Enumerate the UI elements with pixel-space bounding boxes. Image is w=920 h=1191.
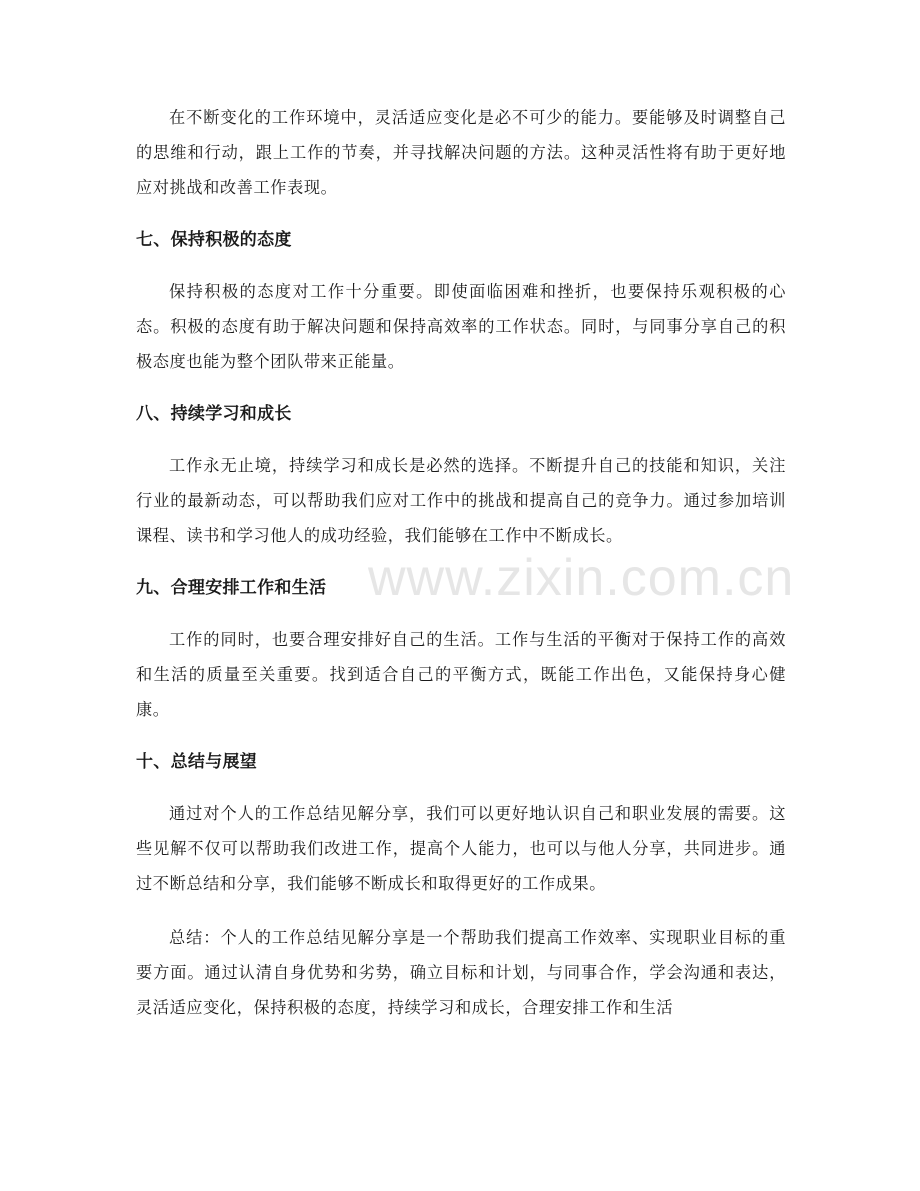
intro-paragraph: 在不断变化的工作环境中，灵活适应变化是必不可少的能力。要能够及时调整自己的思维和行动，跟上工作的节奏，并寻找解决问题的方法。这种灵活性将有助于更好地应对挑战和改善工作表现。: [136, 108, 786, 197]
document-body: [136, 100, 786, 1025]
section-heading-7: 七、保持积极的态度: [136, 230, 292, 250]
section-paragraph-10: 通过对个人的工作总结见解分享，我们可以更好地认识自己和职业发展的需要。这些见解不仅可以帮助我们改进工作，提高个人能力，也可以与他人分享，共同进步。通过不断总结和分享，我们能够不断成长和取得更好的工作成果。: [136, 804, 786, 893]
section-paragraph-8: 工作永无止境，持续学习和成长是必然的选择。不断提升自己的技能和知识，关注行业的最新动态，可以帮助我们应对工作中的挑战和提高自己的竞争力。通过参加培训课程、读书和学习他人的成功经验，我们能够在工作中不断成长。: [136, 456, 786, 545]
section-heading-8: 八、持续学习和成长: [136, 404, 292, 424]
section-paragraph-9: 工作的同时，也要合理安排好自己的生活。工作与生活的平衡对于保持工作的高效和生活的质量至关重要。找到适合自己的平衡方式，既能工作出色，又能保持身心健康。: [136, 630, 786, 719]
section-heading-9: 九、合理安排工作和生活: [136, 578, 327, 598]
summary-paragraph: 总结：个人的工作总结见解分享是一个帮助我们提高工作效率、实现职业目标的重要方面。通过认清自身优势和劣势，确立目标和计划，与同事合作，学会沟通和表达，灵活适应变化，保持积极的态度，持续学习和成长，合理安排工作和生活: [136, 928, 786, 1017]
section-paragraph-7: 保持积极的态度对工作十分重要。即使面临困难和挫折，也要保持乐观积极的心态。积极的态度有助于解决问题和保持高效率的工作状态。同时，与同事分享自己的积极态度也能为整个团队带来正能量。: [136, 282, 786, 371]
section-heading-10: 十、总结与展望: [136, 752, 258, 772]
watermark: www.zixin.com.cn: [368, 549, 795, 607]
